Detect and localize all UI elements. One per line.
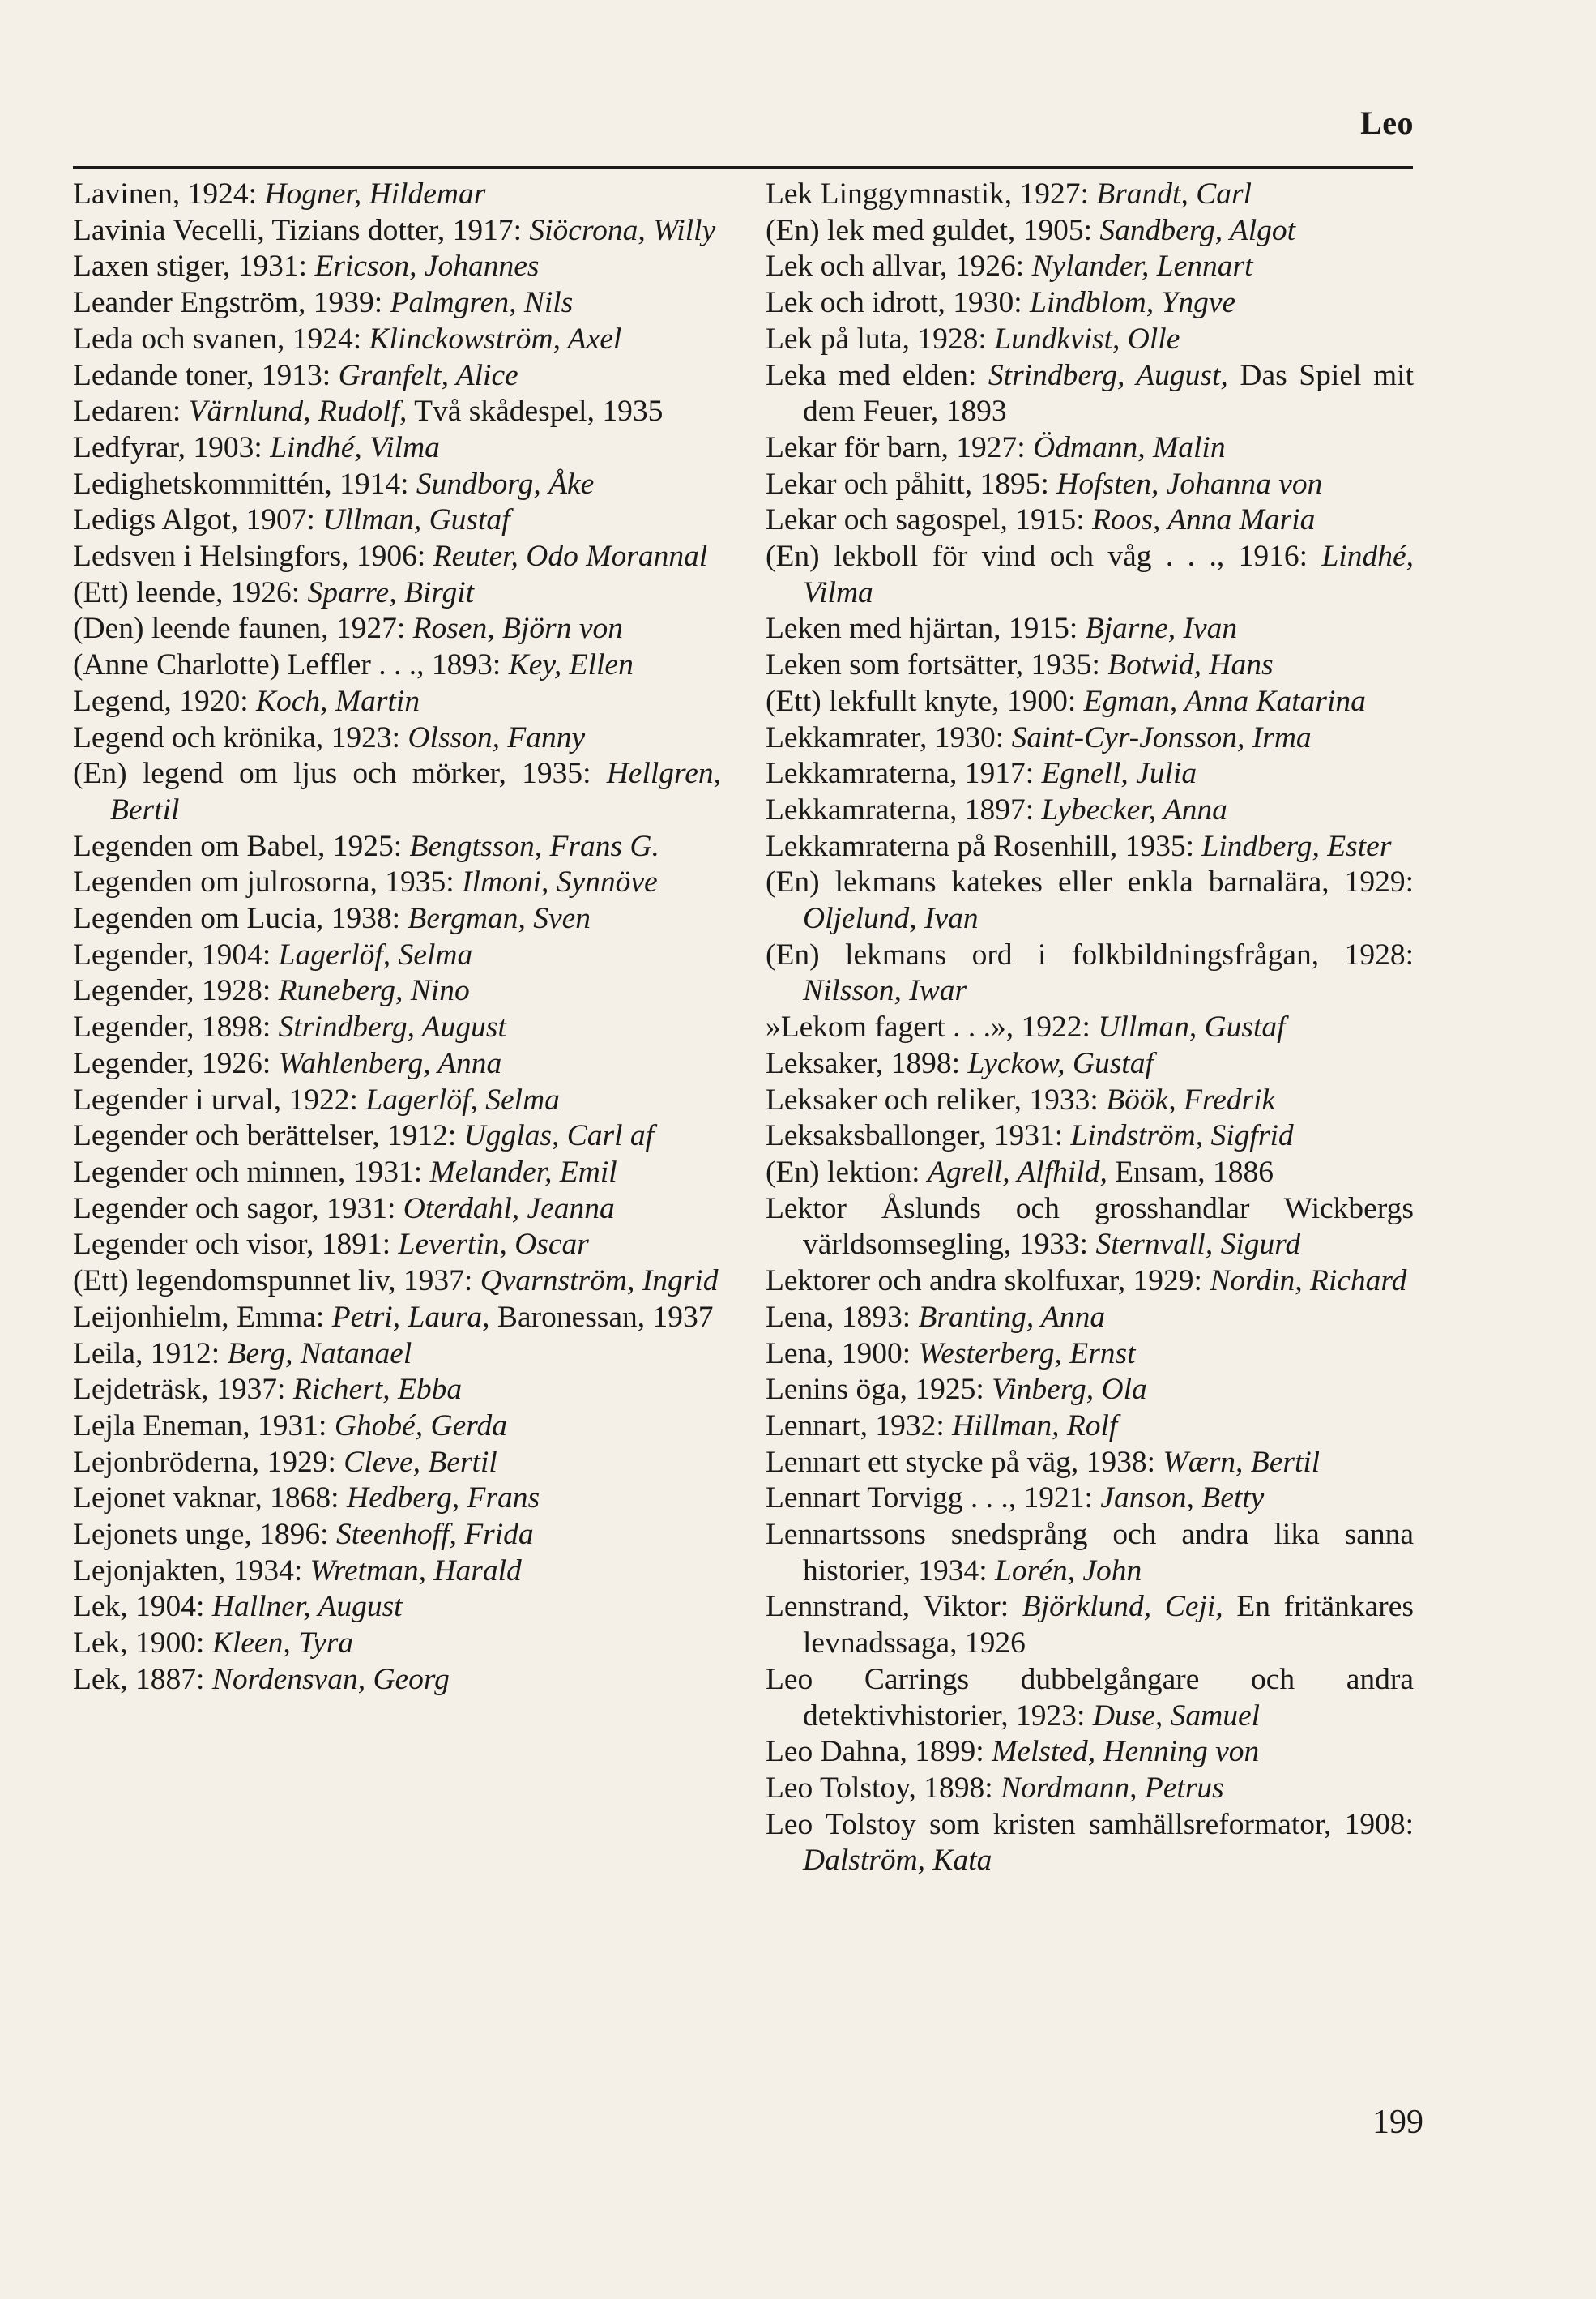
entry-author: Cleve, Bertil	[344, 1445, 497, 1479]
catalog-entry	[73, 1155, 721, 1191]
catalog-entry	[766, 647, 1414, 684]
left-column	[73, 177, 721, 1699]
entry-author: Dalström, Kata	[803, 1844, 992, 1878]
entry-author: Lorén, John	[995, 1553, 1142, 1588]
catalog-entry	[766, 1589, 1414, 1661]
entry-author: Nordmann, Petrus	[1001, 1771, 1224, 1805]
entry-author: Egman, Anna Katarina	[1083, 684, 1366, 718]
entry-title: Lavinia Vecelli, Tizians dotter, 1917:	[73, 213, 530, 247]
entry-title: Lek och idrott, 1930:	[766, 286, 1030, 320]
entry-title: Lek och allvar, 1926:	[766, 250, 1032, 284]
entry-author: Sternvall, Sigurd	[1095, 1228, 1301, 1262]
entry-author: Hillman, Rolf	[952, 1408, 1118, 1442]
catalog-entry	[766, 793, 1414, 829]
entry-author: Hallner, August	[211, 1590, 403, 1624]
entry-author: Lybecker, Anna	[1041, 793, 1227, 827]
catalog-entry	[766, 1481, 1414, 1517]
catalog-entry	[73, 430, 721, 467]
entry-title: Lennart Torvigg . . ., 1921:	[766, 1481, 1101, 1515]
entry-suffix: Das Spiel mit dem Feuer, 1893	[803, 358, 1414, 429]
entry-title: Leken med hjärtan, 1915:	[766, 612, 1086, 646]
entry-author: Strindberg, August,	[988, 358, 1228, 392]
catalog-entry	[766, 1083, 1414, 1119]
entry-title: Leken som fortsätter, 1935:	[766, 648, 1108, 682]
right-column	[766, 177, 1414, 1879]
entry-title: (Den) leende faunen, 1927:	[73, 612, 413, 646]
entry-title: (Anne Charlotte) Leffler . . ., 1893:	[73, 648, 509, 682]
catalog-entry	[73, 611, 721, 647]
catalog-entry	[73, 647, 721, 684]
entry-title: Legender och berättelser, 1912:	[73, 1119, 464, 1153]
entry-author: Qvarnström, Ingrid	[480, 1264, 719, 1298]
entry-title: Leksaksballonger, 1931:	[766, 1119, 1071, 1153]
entry-author: Strindberg, August	[278, 1011, 506, 1045]
entry-title: (En) legend om ljus och mörker, 1935:	[73, 757, 607, 791]
entry-author: Koch, Martin	[256, 684, 420, 718]
entry-author: Björklund, Ceji,	[1022, 1590, 1223, 1624]
entry-title: Lena, 1893:	[766, 1300, 919, 1334]
entry-title: Lekkamraterna på Rosenhill, 1935:	[766, 829, 1202, 863]
entry-author: Lagerlöf, Selma	[278, 938, 473, 972]
catalog-entry	[766, 1155, 1414, 1191]
entry-title: Legenden om julrosorna, 1935:	[73, 865, 463, 900]
catalog-entry	[73, 177, 721, 213]
entry-author: Nordensvan, Georg	[211, 1662, 450, 1696]
entry-title: (En) lektion:	[766, 1155, 928, 1189]
entry-title: Ledande toner, 1913:	[73, 358, 339, 392]
entry-author: Nordin, Richard	[1210, 1264, 1407, 1298]
entry-title: Legend, 1920:	[73, 684, 256, 718]
catalog-entry	[73, 901, 721, 938]
catalog-entry	[73, 1626, 721, 1662]
entry-author: Värnlund, Rudolf,	[188, 395, 408, 429]
catalog-entry	[766, 1300, 1414, 1336]
entry-title: Lekkamraterna, 1897:	[766, 793, 1042, 827]
entry-title: Lennart ett stycke på väg, 1938:	[766, 1445, 1163, 1479]
entry-author: Duse, Samuel	[1092, 1699, 1261, 1733]
entry-title: Legender och sagor, 1931:	[73, 1191, 403, 1225]
entry-author: Nilsson, Iwar	[803, 974, 967, 1008]
entry-title: Lektor Åslunds och grosshandlar Wickbergs världsomsegling, 1933:	[766, 1191, 1414, 1262]
catalog-entry	[766, 865, 1414, 937]
entry-title: Leda och svanen, 1924:	[73, 322, 369, 356]
entry-author: Janson, Betty	[1100, 1481, 1265, 1515]
entry-title: Lennstrand, Viktor:	[766, 1590, 1022, 1624]
entry-title: Lejonet vaknar, 1868:	[73, 1481, 347, 1515]
entry-title: Legend och krönika, 1923:	[73, 720, 408, 754]
entry-title: Legender, 1904:	[73, 938, 279, 972]
entry-author: Richert, Ebba	[292, 1373, 463, 1407]
catalog-entry	[73, 973, 721, 1010]
entry-author: Steenhoff, Frida	[335, 1518, 534, 1552]
entry-title: Lennartssons snedsprång och andra lika sanna historier, 1934:	[766, 1518, 1414, 1588]
entry-title: Ledighetskommittén, 1914:	[73, 467, 416, 501]
entry-author: Granfelt, Alice	[338, 358, 518, 392]
running-head: Leo	[1360, 105, 1414, 141]
entry-title: Lektorer och andra skolfuxar, 1929:	[766, 1264, 1210, 1298]
catalog-entry	[73, 1408, 721, 1445]
entry-suffix: Baronessan, 1937	[489, 1300, 714, 1334]
catalog-entry	[766, 1046, 1414, 1083]
entry-author: Westerberg, Ernst	[918, 1336, 1136, 1370]
catalog-entry	[73, 1118, 721, 1155]
entry-title: Lennart, 1932:	[766, 1408, 953, 1442]
entry-title: Leander Engström, 1939:	[73, 286, 390, 320]
catalog-entry	[73, 467, 721, 503]
catalog-entry	[766, 285, 1414, 322]
entry-title: Lejdeträsk, 1937:	[73, 1373, 293, 1407]
entry-title: Legender och minnen, 1931:	[73, 1155, 430, 1189]
catalog-entry	[73, 1191, 721, 1228]
entry-author: Brandt, Carl	[1096, 177, 1252, 211]
catalog-entry	[73, 285, 721, 322]
entry-author: Hedberg, Frans	[346, 1481, 540, 1515]
entry-title: Lekar och sagospel, 1915:	[766, 503, 1093, 537]
entry-title: Leka med elden:	[766, 358, 988, 392]
entry-title: Lek, 1904:	[73, 1590, 212, 1624]
catalog-entry	[73, 756, 721, 828]
entry-title: (En) lek med guldet, 1905:	[766, 213, 1100, 247]
entry-title: Ledsven i Helsingfors, 1906:	[73, 540, 433, 574]
catalog-entry	[766, 322, 1414, 358]
entry-author: Ödmann, Malin	[1033, 430, 1226, 464]
catalog-entry	[766, 938, 1414, 1010]
catalog-entry	[73, 1481, 721, 1517]
entry-author: Wretman, Harald	[309, 1553, 522, 1588]
entry-author: Saint-Cyr-Jonsson, Irma	[1011, 720, 1312, 754]
entry-title: Leksaker, 1898:	[766, 1046, 968, 1080]
entry-author: Lyckow, Gustaf	[967, 1046, 1154, 1080]
catalog-entry	[766, 430, 1414, 467]
entry-title: Legender, 1898:	[73, 1011, 279, 1045]
entry-author: Melander, Emil	[429, 1155, 617, 1189]
catalog-entry	[73, 1589, 721, 1626]
entry-title: Legender i urval, 1922:	[73, 1083, 366, 1117]
entry-author: Petri, Laura,	[331, 1300, 490, 1334]
entry-title: Lek, 1900:	[73, 1626, 212, 1660]
catalog-entry	[766, 684, 1414, 720]
catalog-entry	[73, 575, 721, 612]
entry-title: (Ett) leende, 1926:	[73, 575, 308, 609]
entry-title: Leo Tolstoy som kristen samhällsreformator, 1908:	[766, 1807, 1414, 1841]
catalog-entry	[73, 502, 721, 539]
entry-author: Böök, Fredrik	[1106, 1083, 1276, 1117]
entry-author: Roos, Anna Maria	[1092, 503, 1316, 537]
catalog-entry	[73, 539, 721, 575]
catalog-entry	[73, 865, 721, 901]
entry-title: Legenden om Babel, 1925:	[73, 829, 410, 863]
catalog-entry	[73, 1083, 721, 1119]
entry-author: Sandberg, Algot	[1099, 213, 1296, 247]
entry-title: Lek Linggymnastik, 1927:	[766, 177, 1097, 211]
catalog-entry	[766, 1336, 1414, 1373]
entry-author: Lindberg, Ester	[1201, 829, 1392, 863]
catalog-entry	[73, 358, 721, 395]
catalog-entry	[766, 467, 1414, 503]
entry-author: Olsson, Fanny	[408, 720, 586, 754]
entry-suffix: Ensam, 1886	[1107, 1155, 1274, 1189]
catalog-entry	[73, 1517, 721, 1553]
entry-title: Leila, 1912:	[73, 1336, 228, 1370]
entry-author: Branting, Anna	[918, 1300, 1106, 1334]
entry-author: Ghobé, Gerda	[334, 1408, 507, 1442]
entry-author: Palmgren, Nils	[390, 286, 574, 320]
catalog-entry	[766, 756, 1414, 793]
catalog-entry	[73, 1336, 721, 1373]
entry-author: Sundborg, Åke	[416, 467, 595, 501]
entry-author: Oterdahl, Jeanna	[403, 1191, 615, 1225]
catalog-entry	[73, 1662, 721, 1699]
entry-title: Lek på luta, 1928:	[766, 322, 995, 356]
entry-title: Legender, 1926:	[73, 1046, 279, 1080]
entry-title: Lejonjakten, 1934:	[73, 1553, 310, 1588]
entry-author: Hogner, Hildemar	[264, 177, 486, 211]
page-number: 199	[1372, 2104, 1423, 2141]
catalog-entry	[73, 938, 721, 974]
entry-author: Lagerlöf, Selma	[365, 1083, 560, 1117]
entry-author: Vinberg, Ola	[992, 1373, 1147, 1407]
entry-title: Lejla Eneman, 1931:	[73, 1408, 335, 1442]
catalog-entry	[73, 829, 721, 865]
entry-author: Lindblom, Yngve	[1029, 286, 1236, 320]
catalog-entry	[766, 1771, 1414, 1807]
entry-title: Leo Dahna, 1899:	[766, 1735, 992, 1769]
catalog-entry	[766, 539, 1414, 611]
entry-author: Lindhé, Vilma	[803, 540, 1414, 609]
entry-author: Berg, Natanael	[227, 1336, 412, 1370]
catalog-entry	[766, 611, 1414, 647]
entry-author: Bjarne, Ivan	[1085, 612, 1238, 646]
entry-author: Lindström, Sigfrid	[1070, 1119, 1294, 1153]
entry-author: Sparre, Birgit	[307, 575, 475, 609]
catalog-entry	[766, 1662, 1414, 1734]
catalog-entry	[73, 684, 721, 720]
catalog-entry	[73, 1445, 721, 1481]
entry-title: Lavinen, 1924:	[73, 177, 265, 211]
entry-author: Ullman, Gustaf	[1098, 1011, 1286, 1045]
catalog-entry	[73, 322, 721, 358]
entry-author: Ullman, Gustaf	[322, 503, 510, 537]
entry-author: Bergman, Sven	[408, 902, 591, 936]
catalog-entry	[766, 1118, 1414, 1155]
entry-author: Kleen, Tyra	[211, 1626, 354, 1660]
entry-title: Lejonets unge, 1896:	[73, 1518, 336, 1552]
header-rule	[73, 166, 1413, 169]
catalog-entry	[73, 213, 721, 250]
catalog-entry	[766, 358, 1414, 430]
catalog-entry	[766, 829, 1414, 865]
entry-author: Klinckowström, Axel	[369, 322, 622, 356]
entry-suffix: Två skådespel, 1935	[407, 395, 664, 429]
catalog-entry	[73, 1300, 721, 1336]
entry-title: Legender och visor, 1891:	[73, 1228, 399, 1262]
entry-suffix: En fritänkares levnadssaga, 1926	[803, 1590, 1414, 1660]
entry-author: Botwid, Hans	[1107, 648, 1274, 682]
catalog-entry	[73, 1263, 721, 1300]
entry-author: Siöcrona, Willy	[529, 213, 716, 247]
entry-title: Ledaren:	[73, 395, 189, 429]
entry-title: Lekar för barn, 1927:	[766, 430, 1034, 464]
entry-title: Leksaker och reliker, 1933:	[766, 1083, 1107, 1117]
entry-author: Reuter, Odo Morannal	[433, 540, 708, 574]
entry-title: Lejonbröderna, 1929:	[73, 1445, 344, 1479]
entry-author: Hellgren, Bertil	[110, 757, 721, 827]
entry-author: Lundkvist, Olle	[994, 322, 1180, 356]
catalog-entry	[766, 249, 1414, 285]
entry-title: Lek, 1887:	[73, 1662, 212, 1696]
catalog-entry	[766, 1010, 1414, 1046]
entry-title: (En) lekmans katekes eller enkla barnalära, 1929:	[766, 865, 1414, 900]
entry-title: Leo Tolstoy, 1898:	[766, 1771, 1001, 1805]
entry-author: Ilmoni, Synnöve	[462, 865, 658, 900]
entry-author: Oljelund, Ivan	[803, 902, 979, 936]
catalog-entry	[766, 1445, 1414, 1481]
catalog-entry	[766, 502, 1414, 539]
entry-title: Ledfyrar, 1903:	[73, 430, 271, 464]
entry-title: Lekkamrater, 1930:	[766, 720, 1012, 754]
entry-title: Lekar och påhitt, 1895:	[766, 467, 1057, 501]
entry-author: Nylander, Lennart	[1031, 250, 1253, 284]
catalog-entry	[73, 1046, 721, 1083]
entry-author: Agrell, Alfhild,	[927, 1155, 1107, 1189]
catalog-entry	[766, 1372, 1414, 1408]
catalog-entry	[766, 720, 1414, 757]
catalog-entry	[73, 720, 721, 757]
catalog-entry	[766, 177, 1414, 213]
entry-author: Rosen, Björn von	[412, 612, 623, 646]
entry-author: Runeberg, Nino	[278, 974, 470, 1008]
entry-title: Leo Carrings dubbelgångare och andra detektivhistorier, 1923:	[766, 1662, 1414, 1733]
entry-title: »Lekom fagert . . .», 1922:	[766, 1011, 1099, 1045]
entry-title: (En) lekboll för vind och våg . . ., 1916:	[766, 540, 1322, 574]
entry-author: Egnell, Julia	[1041, 757, 1197, 791]
entry-author: Hofsten, Johanna von	[1056, 467, 1323, 501]
catalog-entry	[766, 1807, 1414, 1879]
entry-title: Legenden om Lucia, 1938:	[73, 902, 408, 936]
entry-title: (Ett) legendomspunnet liv, 1937:	[73, 1264, 480, 1298]
catalog-entry	[766, 1517, 1414, 1589]
entry-author: Melsted, Henning von	[992, 1735, 1260, 1769]
entry-author: Ugglas, Carl af	[463, 1119, 655, 1153]
catalog-entry	[766, 1408, 1414, 1445]
entry-author: Wahlenberg, Anna	[278, 1046, 502, 1080]
catalog-entry	[73, 1010, 721, 1046]
entry-title: (Ett) lekfullt knyte, 1900:	[766, 684, 1084, 718]
catalog-entry	[766, 1734, 1414, 1771]
entry-title: Leijonhielm, Emma:	[73, 1300, 332, 1334]
entry-title: Legender, 1928:	[73, 974, 279, 1008]
entry-author: Ericson, Johannes	[314, 250, 540, 284]
entry-author: Lindhé, Vilma	[270, 430, 440, 464]
catalog-entry	[766, 1263, 1414, 1300]
catalog-entry	[73, 1553, 721, 1590]
catalog-entry	[73, 1227, 721, 1263]
entry-author: Key, Ellen	[508, 648, 634, 682]
entry-author: Levertin, Oscar	[398, 1228, 589, 1262]
catalog-entry	[73, 249, 721, 285]
catalog-entry	[766, 213, 1414, 250]
entry-title: Lenins öga, 1925:	[766, 1373, 992, 1407]
entry-title: Ledigs Algot, 1907:	[73, 503, 323, 537]
entry-title: (En) lekmans ord i folkbildningsfrågan, 1928:	[766, 938, 1414, 972]
entry-author: Wærn, Bertil	[1163, 1445, 1321, 1479]
catalog-entry	[73, 394, 721, 430]
entry-title: Lekkamraterna, 1917:	[766, 757, 1042, 791]
entry-title: Lena, 1900:	[766, 1336, 919, 1370]
catalog-entry	[766, 1191, 1414, 1263]
catalog-entry	[73, 1372, 721, 1408]
entry-title: Laxen stiger, 1931:	[73, 250, 315, 284]
entry-author: Bengtsson, Frans G.	[409, 829, 659, 863]
